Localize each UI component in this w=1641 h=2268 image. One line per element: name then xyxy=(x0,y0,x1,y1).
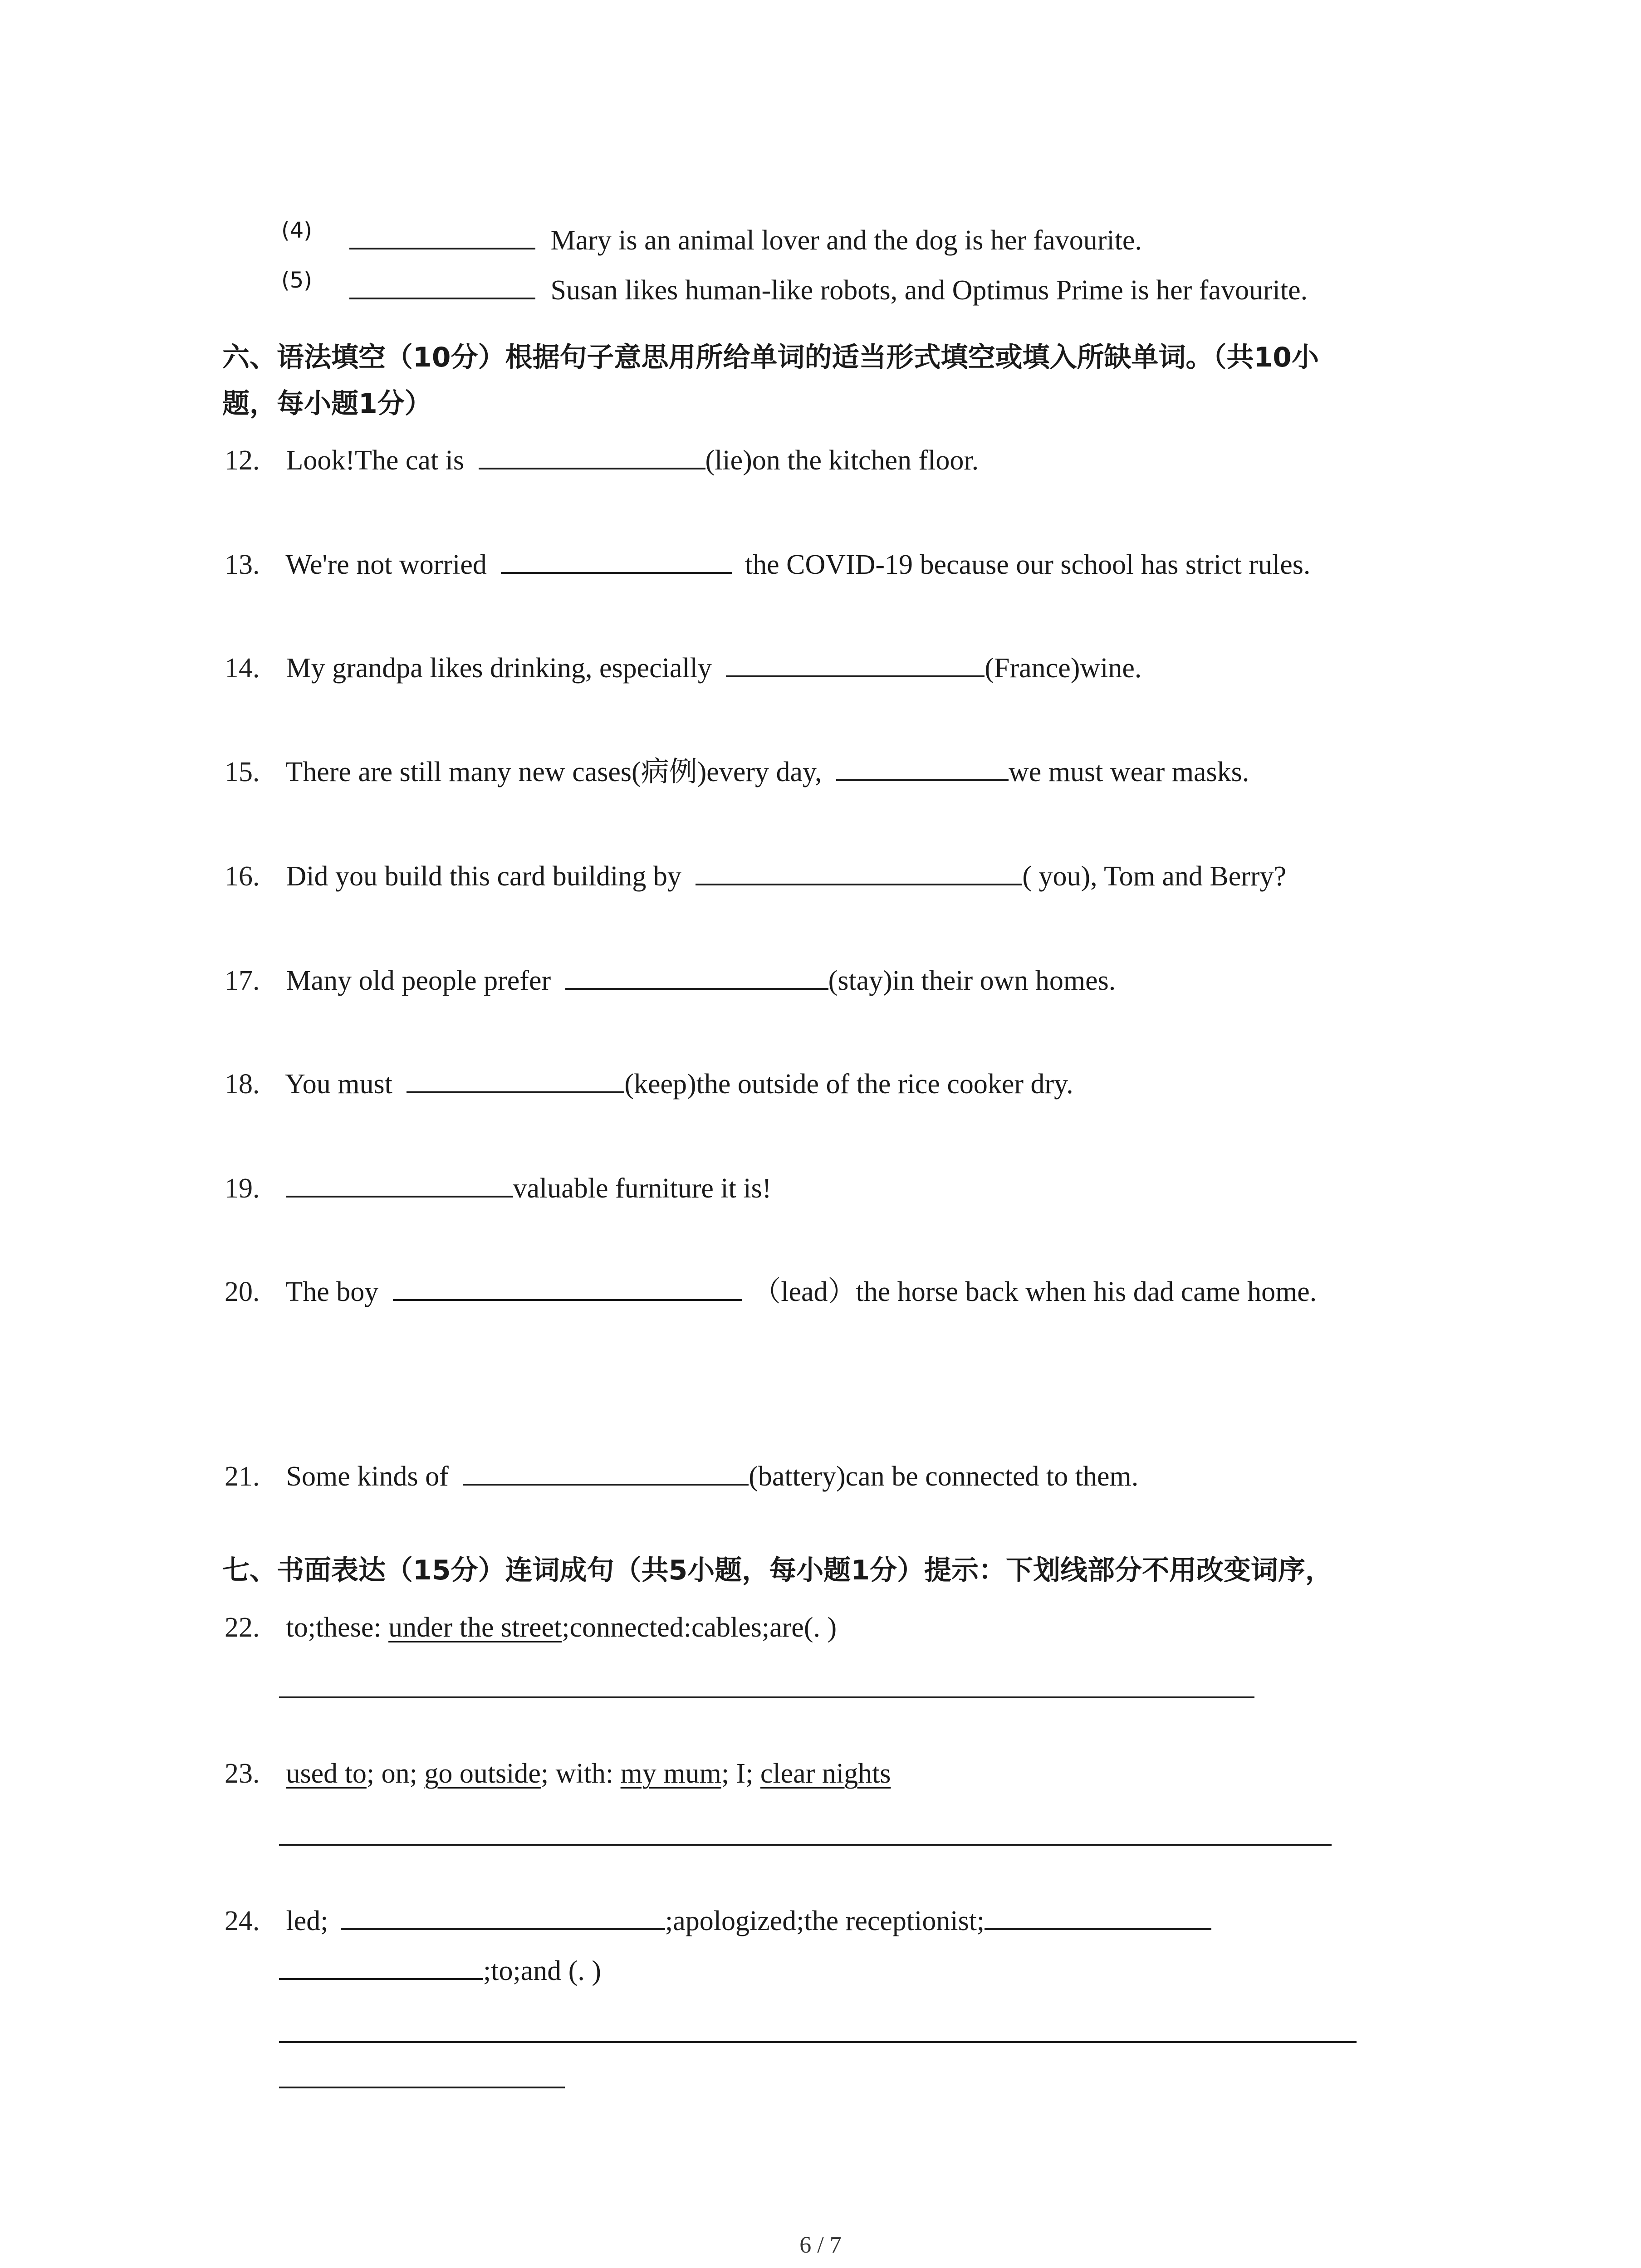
item-text: Susan likes human‐like robots, and Optimus Prime is her favourite. xyxy=(550,275,1308,306)
question-22 xyxy=(225,1609,837,1646)
question-number: 23. xyxy=(225,1758,260,1789)
answer-blank[interactable] xyxy=(565,963,828,990)
word-list-text: ;apologized;the receptionist; xyxy=(665,1906,985,1936)
question-14 xyxy=(225,650,1141,686)
question-17 xyxy=(225,963,1116,999)
answer-line[interactable] xyxy=(279,1844,1332,1846)
question-text-after: ( you), Tom and Berry? xyxy=(1022,861,1287,892)
question-20 xyxy=(225,1274,1317,1310)
question-12 xyxy=(225,442,979,479)
fixed-phrase: clear nights xyxy=(760,1758,891,1789)
word-list-text: ; with: xyxy=(540,1758,621,1789)
word-list-text: ;to;and (. ) xyxy=(483,1955,601,1986)
question-15 xyxy=(225,754,1249,790)
question-text-after: (lie)on the kitchen floor. xyxy=(705,445,979,476)
answer-blank[interactable] xyxy=(393,1274,742,1301)
word-list-text: to;these: xyxy=(286,1612,389,1643)
question-text-before: The boy xyxy=(285,1276,379,1307)
question-18 xyxy=(225,1066,1073,1102)
word-list-text: ; on; xyxy=(366,1758,425,1789)
page-number: 6 / 7 xyxy=(799,2232,842,2258)
fixed-phrase: under the street xyxy=(388,1612,562,1643)
fixed-phrase: used to xyxy=(286,1758,367,1789)
question-text-after: (keep)the outside of the rice cooker dry. xyxy=(624,1069,1073,1100)
answer-blank[interactable] xyxy=(407,1066,624,1093)
question-text-before: My grandpa likes drinking, especially xyxy=(286,653,712,684)
answer-blank[interactable] xyxy=(726,650,985,677)
question-number: 18. xyxy=(225,1069,260,1100)
answer-blank[interactable] xyxy=(279,1953,483,1980)
question-24-continued xyxy=(279,1953,601,1989)
question-text-before: There are still many new cases(病例)every day, xyxy=(285,757,822,787)
answer-line[interactable] xyxy=(279,2041,1357,2043)
question-text-after: the COVID-19 because our school has strict rules. xyxy=(745,549,1311,580)
answer-blank[interactable] xyxy=(463,1458,749,1486)
answer-blank[interactable] xyxy=(836,754,1009,781)
answer-line[interactable] xyxy=(279,1696,1254,1698)
question-number: 13. xyxy=(225,549,260,580)
question-text-after: (stay)in their own homes. xyxy=(828,965,1116,996)
question-number: 22. xyxy=(225,1612,260,1643)
word-list-text: ;connected:cables;are(. ) xyxy=(562,1612,837,1643)
answer-blank[interactable] xyxy=(349,272,535,299)
word-list-text: led; xyxy=(286,1906,328,1936)
word-list-text: ; I; xyxy=(721,1758,760,1789)
matching-item-5 xyxy=(281,268,1308,308)
question-number: 14. xyxy=(225,653,260,684)
item-number: (5) xyxy=(281,268,312,293)
question-text-before: Many old people prefer xyxy=(286,965,551,996)
answer-blank[interactable] xyxy=(501,547,732,574)
question-text-before: You must xyxy=(285,1069,392,1100)
question-19 xyxy=(225,1170,771,1207)
question-16 xyxy=(225,858,1286,894)
question-number: 17. xyxy=(225,965,260,996)
question-number: 15. xyxy=(225,757,260,787)
question-number: 12. xyxy=(225,445,260,476)
answer-blank[interactable] xyxy=(985,1903,1211,1930)
question-text-before: Did you build this card building by xyxy=(286,861,681,892)
section-7-heading: 七、书面表达（15分）连词成句（共5小题，每小题1分）提示：下划线部分不用改变词序， xyxy=(222,1554,1332,1586)
answer-blank[interactable] xyxy=(349,222,535,249)
question-number: 20. xyxy=(225,1276,260,1307)
answer-blank[interactable] xyxy=(341,1903,665,1930)
question-13 xyxy=(225,547,1310,583)
question-number: 19. xyxy=(225,1173,260,1204)
answer-line[interactable] xyxy=(279,2087,565,2088)
question-21 xyxy=(225,1458,1138,1495)
question-text-after: we must wear masks. xyxy=(1008,757,1249,787)
answer-blank[interactable] xyxy=(479,442,705,469)
answer-blank[interactable] xyxy=(286,1170,513,1198)
answer-blank[interactable] xyxy=(696,858,1022,885)
fixed-phrase: my mum xyxy=(620,1758,721,1789)
question-text-after: (battery)can be connected to them. xyxy=(749,1461,1139,1492)
question-text-before: Look!The cat is xyxy=(286,445,465,476)
question-text-after: (France)wine. xyxy=(985,653,1142,684)
question-number: 21. xyxy=(225,1461,260,1492)
section-6-heading-line1: 六、语法填空（10分）根据句子意思用所给单词的适当形式填空或填入所缺单词。（共10小 xyxy=(222,342,1319,373)
question-number: 16. xyxy=(225,861,260,892)
question-text-after: （lead）the horse back when his dad came home. xyxy=(753,1276,1317,1307)
question-number: 24. xyxy=(225,1906,260,1936)
matching-item-4 xyxy=(281,218,1142,259)
question-text-after: valuable furniture it is! xyxy=(513,1173,772,1204)
question-text-before: Some kinds of xyxy=(286,1461,449,1492)
question-text-before: We're not worried xyxy=(285,549,487,580)
section-6-heading-line2: 题，每小题1分） xyxy=(222,388,432,420)
item-number: (4) xyxy=(281,218,312,243)
question-24 xyxy=(225,1903,1211,1939)
fixed-phrase: go outside xyxy=(424,1758,541,1789)
question-23 xyxy=(225,1755,891,1792)
item-text: Mary is an animal lover and the dog is her favourite. xyxy=(550,225,1142,256)
